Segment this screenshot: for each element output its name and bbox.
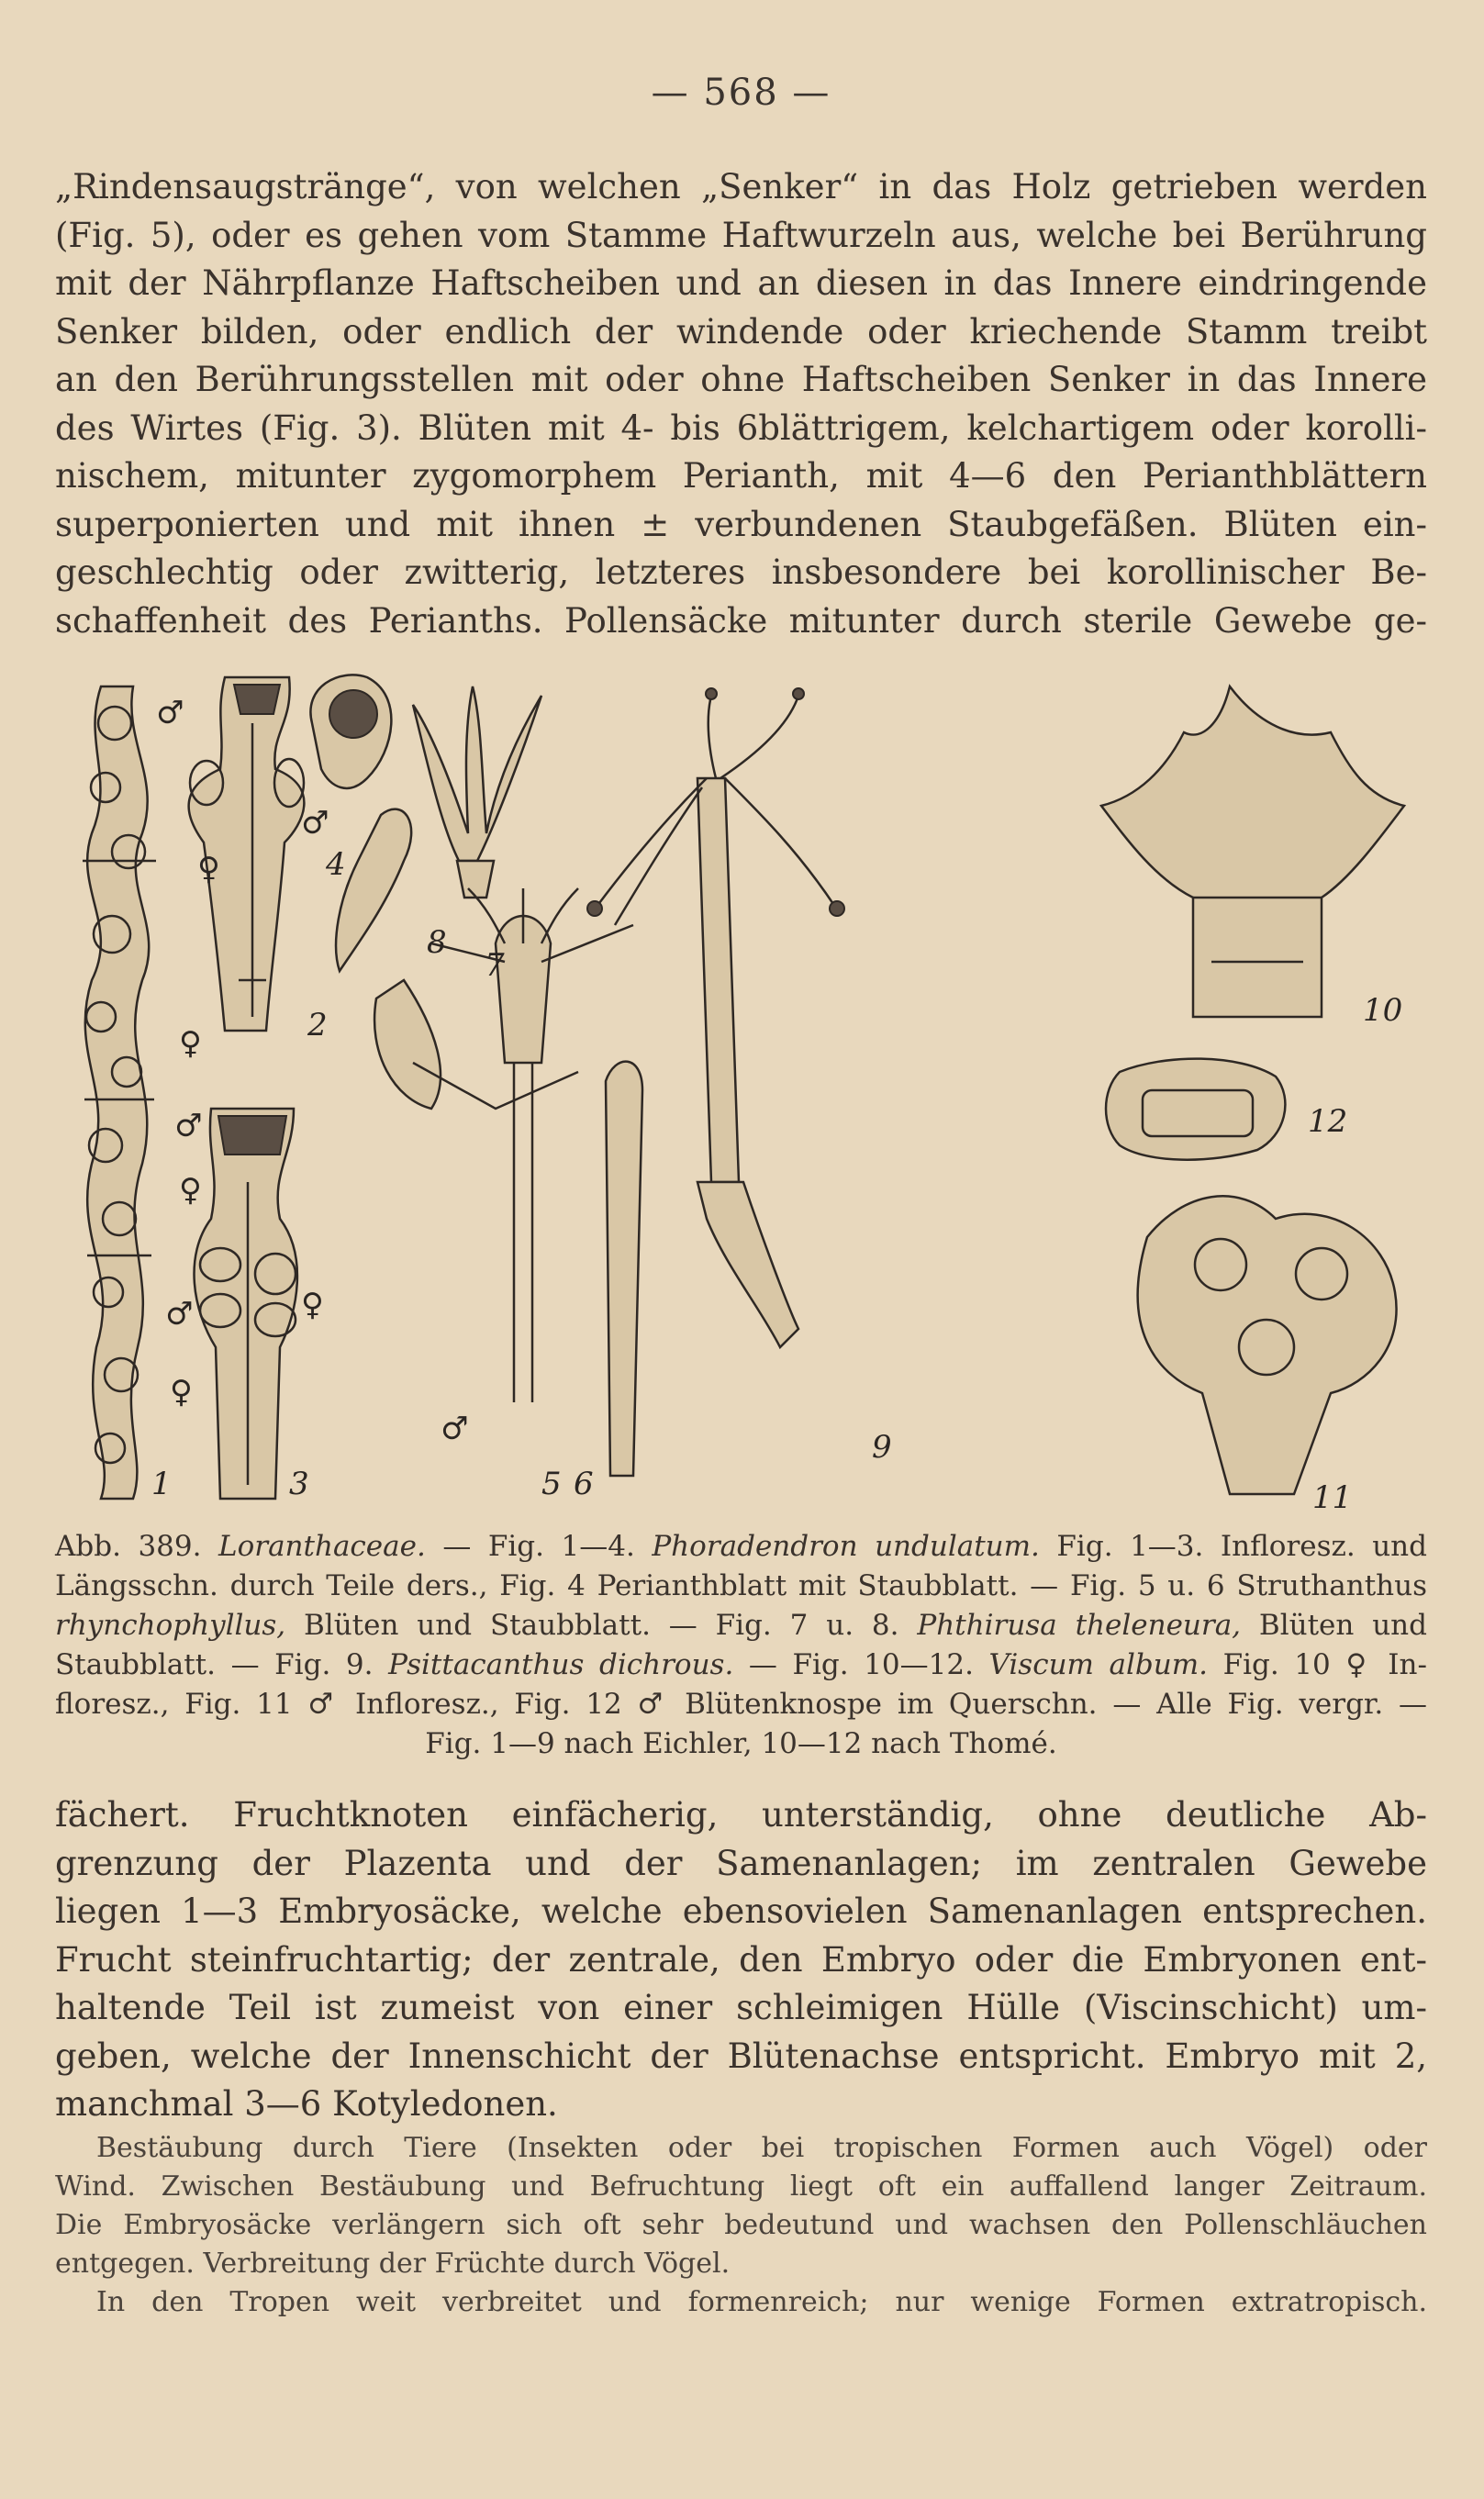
fig-label-10: 10 [1363,992,1403,1029]
caption-taxon: Phoradendron undulatum. [652,1530,1040,1563]
text-line: entgegen. Verbreitung der Früchte durch Vögel. [55,2248,731,2280]
fig-label-1: 1 [151,1466,172,1502]
text-line: manchmal 3—6 Kotyledonen. [55,2084,558,2124]
caption-text: Staubblatt. — Fig. 9. [55,1648,389,1681]
male-symbol: ♂ [301,805,329,842]
text-line: Frucht steinfruchtartig; der zentrale, den Embryo oder die Embryonen ent- [55,1939,1427,1980]
caption-taxon: rhynchophyllus, [55,1609,286,1642]
female-symbol: ♀ [170,1374,193,1411]
male-symbol: ♂ [156,695,184,731]
text-line: Wind. Zwischen Bestäubung und Befruchtung liegt oft ein auffallend langer Zeitraum. [55,2170,1427,2203]
male-symbol: ♂ [441,1411,469,1447]
text-line: an den Berührungsstellen mit oder ohne Haftscheiben Senker in das Innere [55,360,1427,399]
illustration-svg [64,668,1423,1522]
text-line: geben, welche der Innenschicht der Blütenachse entspricht. Embryo mit 2, [55,2036,1427,2076]
text-line: In den Tropen weit verbreitet und formenreich; nur wenige Formen extratropisch. [96,2286,1427,2318]
bottom-paragraph [55,1791,1427,2129]
fig-4-perianth-leaf [310,675,391,787]
botanical-illustration [64,668,1423,1522]
caption-text: Fig. 1—3. Infloresz. und [1039,1530,1427,1563]
fig-label-8: 8 [427,924,447,961]
fig-8-stamen [336,809,411,971]
text-line: haltende Teil ist zumeist von einer schleimigen Hülle (Viscinschicht) um- [55,1988,1427,2027]
top-paragraph [55,163,1427,645]
caption-text: Blüten und [1241,1609,1427,1642]
text-line: fächert. Fruchtknoten einfächerig, unterständig, ohne deutliche Ab- [55,1795,1427,1835]
caption-line [55,1527,1427,1567]
fig-label-6: 6 [574,1466,594,1502]
text-line: schaffenheit des Perianths. Pollensäcke mitunter durch sterile Gewebe ge- [55,600,1427,641]
fig-label-9: 9 [872,1429,892,1466]
male-symbol: ♂ [174,1108,203,1144]
caption-text: Blüten und Staubblatt. — Fig. 7 u. 8. [285,1609,918,1642]
text-line: Bestäubung durch Tiere (Insekten oder bei tropischen Formen auch Vögel) oder [96,2132,1427,2164]
text-line: geschlechtig oder zwitterig, letzteres insbesondere bei korollinischer Be- [55,552,1427,592]
caption-text: — Fig. 10—12. [733,1648,989,1681]
fig-6-stamen [606,1062,642,1476]
caption-taxon: Psittacanthus dichrous. [388,1648,734,1681]
book-page [55,0,1427,2499]
fig-1-inflorescence [83,686,156,1499]
fig-3-section [194,1109,296,1499]
female-symbol: ♀ [179,1025,202,1062]
female-symbol: ♀ [197,851,220,887]
caption-line: Fig. 1—9 nach Eichler, 10—12 nach Thomé. [425,1727,1057,1760]
female-symbol: ♀ [179,1172,202,1209]
figure-caption [55,1527,1427,1764]
fig-label-7: 7 [485,947,505,984]
caption-line: Längsschn. durch Teile ders., Fig. 4 Perianthblatt mit Staubblatt. — Fig. 5 u. 6 Struthanthus [55,1569,1427,1602]
text-line: „Rindensaugstränge“, von welchen „Senker“ in das Holz getrieben werden [55,167,1427,206]
text-line: Senker bilden, oder endlich der windende oder kriechende Stamm treibt [55,311,1427,351]
caption-line [55,1606,1427,1646]
text-line: des Wirtes (Fig. 3). Blüten mit 4- bis 6blättrigem, kelchartigem oder korolli- [55,407,1427,448]
fig-label-12: 12 [1308,1103,1348,1140]
text-line: mit der Nährpflanze Haftscheiben und an diesen in das Innere eindringende [55,263,1427,303]
fig-label-4: 4 [326,846,346,883]
text-line: (Fig. 5), oder es gehen vom Stamme Haftwurzeln aus, welche bei Berührung [55,215,1427,255]
caption-text: Fig. 10 ♀ In- [1207,1648,1427,1681]
fig-7-flower [413,686,541,898]
caption-text: Abb. 389. [55,1530,218,1563]
text-line: grenzung der Plazenta und der Samenanlagen; im zentralen Gewebe [55,1843,1427,1883]
female-symbol: ♀ [301,1287,324,1323]
caption-line [55,1646,1427,1685]
caption-taxon: Loranthaceae. [218,1530,426,1563]
text-line: Die Embryosäcke verlängern sich oft sehr bedeutund und wachsen den Pollenschläuchen [55,2209,1427,2241]
text-line: liegen 1—3 Embryosäcke, welche ebensovielen Samenanlagen entsprechen. [55,1891,1427,1931]
fig-11-inflorescence [1138,1196,1397,1494]
small-paragraph [55,2129,1427,2322]
fig-label-2: 2 [307,1007,328,1043]
caption-text: — Fig. 1—4. [425,1530,653,1563]
fig-label-5: 5 [541,1466,562,1502]
caption-taxon: Viscum album. [988,1648,1208,1681]
fig-label-3: 3 [289,1466,309,1502]
caption-line: floresz., Fig. 11 ♂ Infloresz., Fig. 12 ♂ Blütenknospe im Querschn. — Alle Fig. vergr. — [55,1688,1427,1721]
page-number: — 568 — [651,72,831,114]
caption-taxon: Phthirusa theleneura, [917,1609,1242,1642]
male-symbol: ♂ [165,1296,194,1333]
fig-10-inflorescence [1101,686,1404,1017]
text-line: nischem, mitunter zygomorphem Perianth, mit 4—6 den Perianthblättern [55,456,1427,496]
fig-12-cross-section [1106,1059,1285,1160]
text-line: superponierten und mit ihnen ± verbundenen Staubgefäßen. Blüten ein- [55,504,1427,544]
fig-label-11: 11 [1312,1479,1353,1516]
